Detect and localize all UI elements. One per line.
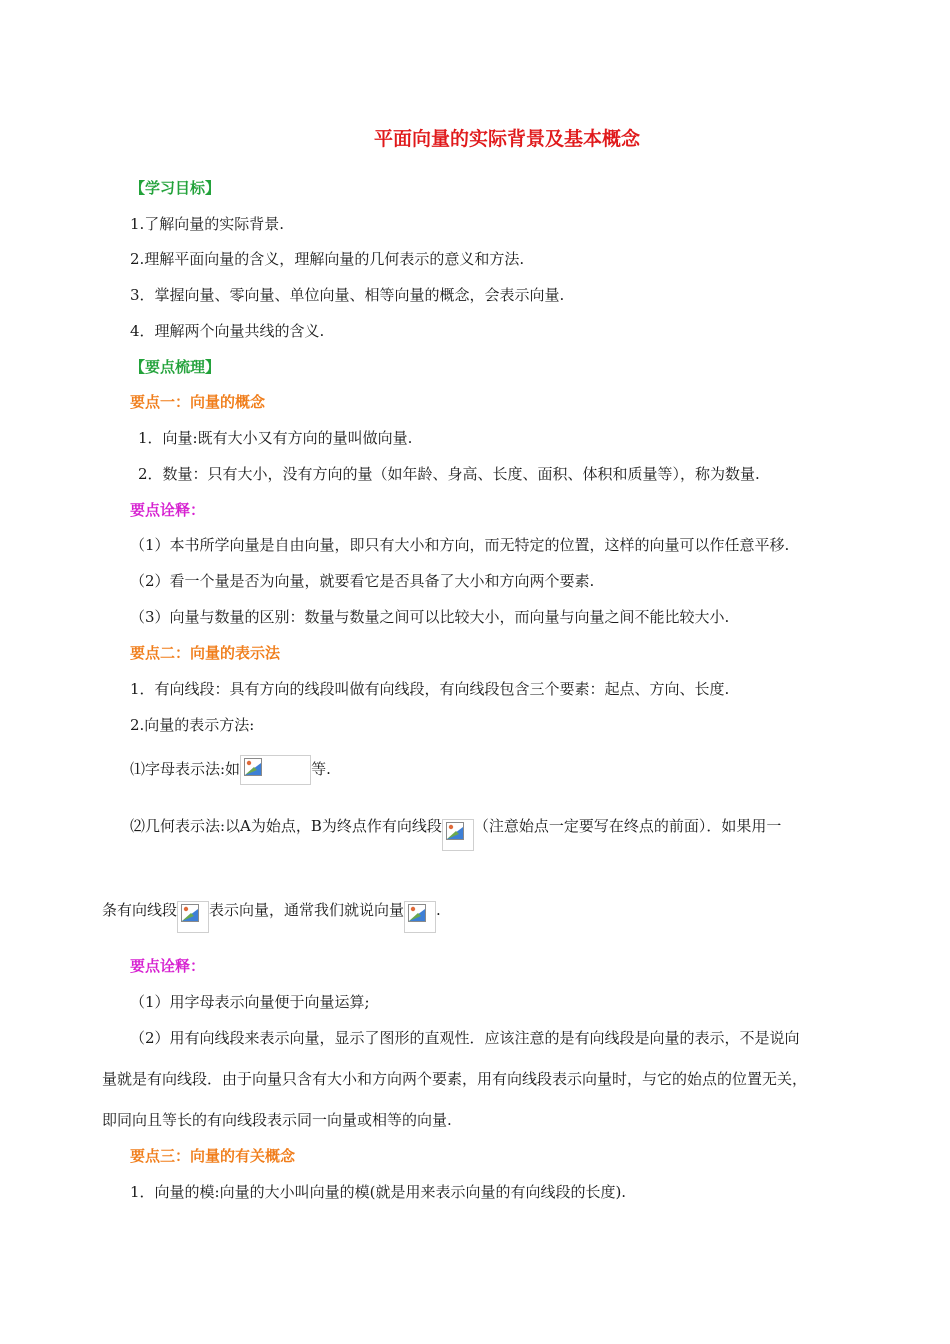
section-title-2: 要点二：向量的表示法 [130,644,281,662]
method-geometry-line [130,811,781,851]
broken-image-icon [240,755,311,785]
points-heading: 【要点梳理】 [130,358,221,376]
note-item: （1）本书所学向量是自由向量，即只有大小和方向，而无特定的位置，这样的向量可以作任意平移. [130,536,790,554]
note-item: （3）向量与数量的区别：数量与数量之间可以比较大小，而向量与向量之间不能比较大小. [130,608,730,626]
note-title-2: 要点诠释： [130,957,206,975]
image-placeholder-icon [244,758,262,776]
goal-item: 3．掌握向量、零向量、单位向量、相等向量的概念，会表示向量. [130,286,565,304]
note-item: 即同向且等长的有向线段表示同一向量或相等的向量. [102,1111,452,1129]
list-item: 1．有向线段：具有方向的线段叫做有向线段，有向线段包含三个要素：起点、方向、长度. [130,680,730,698]
note-title-1: 要点诠释： [130,501,206,519]
list-item: 1．向量:既有大小又有方向的量叫做向量. [138,429,413,447]
note-item: （2）用有向线段来表示向量，显示了图形的直观性．应该注意的是有向线段是向量的表示，不是说向 [130,1029,800,1047]
note-item: （1）用字母表示向量便于向量运算; [130,993,370,1011]
image-placeholder-icon [181,904,199,922]
goal-item: 2.理解平面向量的含义，理解向量的几何表示的意义和方法. [130,250,525,268]
goal-item: 4．理解两个向量共线的含义. [130,322,325,340]
list-item: 1．向量的模:向量的大小叫向量的模(就是用来表示向量的有向线段的长度). [130,1183,627,1201]
page-title-text: 平面向量的实际背景及基本概念 [373,128,640,150]
method-letter-suffix: 等. [311,760,331,778]
method-geometry-text-5: . [436,901,441,919]
goals-heading: 【学习目标】 [130,179,221,197]
method-geometry-line-2 [102,895,441,933]
section-title-3: 要点三：向量的有关概念 [130,1147,296,1165]
list-item: 2.向量的表示方法: [130,716,255,734]
image-placeholder-icon [408,904,426,922]
broken-image-icon [404,901,436,933]
broken-image-icon [442,819,474,851]
method-geometry-text-4: 表示向量，通常我们就说向量 [209,901,405,919]
list-item: 2．数量：只有大小，没有方向的量（如年龄、身高、长度、面积、体积和质量等），称为数量. [138,465,760,483]
image-placeholder-icon [446,822,464,840]
broken-image-icon [177,901,209,933]
section-title-1: 要点一：向量的概念 [130,393,266,411]
method-geometry-text-3: 条有向线段 [102,901,178,919]
method-letter-line [130,754,331,785]
note-item: 量就是有向线段．由于向量只含有大小和方向两个要素，用有向线段表示向量时，与它的始点的位置无关， [102,1070,808,1088]
method-letter-text: ⑴字母表示法:如 [130,760,241,778]
method-geometry-text: ⑵几何表示法:以A为始点，B为终点作有向线段 [130,817,442,835]
page-title [0,124,950,151]
note-item: （2）看一个量是否为向量，就要看它是否具备了大小和方向两个要素. [130,572,595,590]
goal-item: 1.了解向量的实际背景. [130,215,285,233]
method-geometry-text-2: （注意始点一定要写在终点的前面）．如果用一 [473,817,782,835]
